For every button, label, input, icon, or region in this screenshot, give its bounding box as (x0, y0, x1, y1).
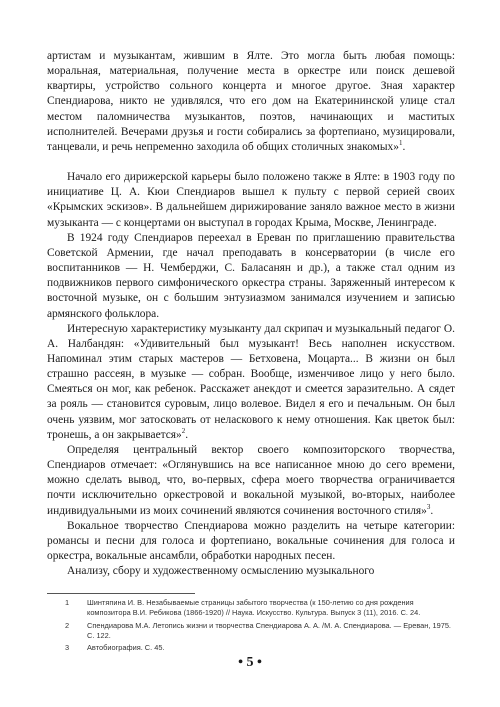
paragraph-7: Анализу, сбору и художественному осмыслению музыкального (67, 565, 375, 578)
body-text (47, 49, 455, 579)
page-number: • 5 • (238, 655, 262, 670)
footnote-2 (47, 621, 455, 642)
paragraph-5: Определяя центральный вектор своего композиторского творчества, Спендиаров отмечает: «Оглянувшись на все написанное мною до сего времени, можно сделать вывод, что, во-первых, сфера моего творчества ограничивается почти исключительно оркестровой и вокальной музыкой, во-вторых, наиболее индивидуальными из моих сочинений являются сочинения восточного стиля»$^3$. (47, 443, 455, 517)
footnote-ref-2: 2 (181, 426, 186, 435)
footnote-number: 3 (64, 643, 70, 653)
footnote-ref-3: 3 (426, 502, 431, 511)
paragraph-1: артистам и музыкантам, жившим в Ялте. Это могла быть любая помощь: моральная, материальная, получение места в оркестре или поиск дешевой квартиры, устройство сольного концерта и многое другое. Зная характер Спендиарова, никто не удивлялся, что его дом на Екатерининской улице стал местом паломничества музыкантов, поэтов, начинающих и маститых исполнителей. Вечерами друзья и гости собирались за фортепиано, музицировали, танцевали, и речь непременно заходила об общих столичных знакомых»$^1$. (47, 50, 455, 153)
footnote-ref-1: 1 (398, 139, 403, 148)
paragraph-6: Вокальное творчество Спендиарова можно разделить на четыре категории: романсы и песни для голоса и фортепиано, вокальные сочинения для голоса и оркестра, вокальные ансамбли, обработки народных песен. (47, 519, 455, 562)
paragraph-4: Интересную характеристику музыканту дал скрипач и музыкальный педагог О. А. Налбандян: «Удивительный был музыкант! Весь наполнен искусством. Напоминал этим старых мастеров — Бетховена, Моцарта... В жизни он был страшно рассеян, в музыке — собран. Вообще, изменчивое лицо у него было. Смеяться он мог, как ребенок. Расскажет анекдот и смеется заразительно. А сядет за рояль — становится суровым, лицо волевое. Видел я его и печальным. Он был очень уязвим, мог затосковать от неласкового к нему отношения. Как цветок был: тронешь, а он закрывается»$^2$. (47, 322, 455, 441)
footnote-text: Автобиография. С. 45. (87, 643, 165, 653)
footnotes (47, 598, 455, 655)
footnote-1 (47, 598, 455, 619)
footnote-3 (47, 643, 455, 653)
footnote-text: Спендиарова М.А. Летопись жизни и творчества Спендиарова А. А. /М. А. Спендиарова. — Ереван, 1975. С. 122. (87, 620, 451, 641)
paragraph-2: Начало его дирижерской карьеры было положено также в Ялте: в 1903 году по инициативе Ц. А. Кюи Спендиаров вышел к пульту с первой серией своих «Крымских эскизов». В дальнейшем дирижирование заняло важное место в жизни музыканта — с концертами он выступал в городах Крыма, Москве, Ленинграде. (47, 171, 455, 229)
footnote-divider (47, 593, 195, 594)
footnote-text: Шинтяпина И. В. Незабываемые страницы забытого творчества (к 150-летию со дня рождения композитора В.И. Ребикова (1866-1920) // Наука. Искусство. Культура. Выпуск 3 (11), 2016. С. 24. (87, 598, 421, 618)
footnote-number: 2 (64, 620, 70, 630)
paragraph-3: В 1924 году Спендиаров переехал в Ереван по приглашению правительства Советской Армении, где начал преподавать в консерватории (в числе его воспитанников — Н. Чемберджи, С. Баласанян и др.), а также стал одним из подвижников первого симфонического оркестра страны. Заряженный интересом к восточной музыке, он с большим энтузиазмом занимался изучением и записью армянского фольклора. (47, 231, 455, 320)
footnote-number: 1 (64, 598, 70, 607)
